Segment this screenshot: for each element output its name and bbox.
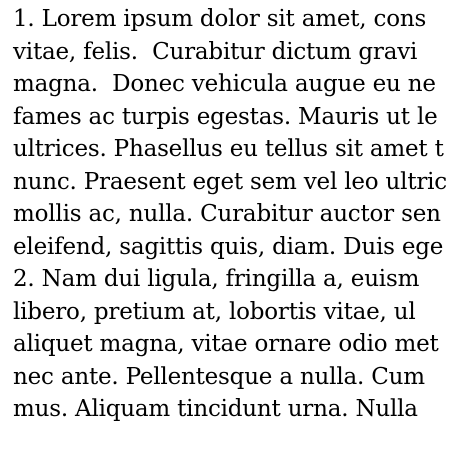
text-line-2: vitae, felis. Curabitur dictum gravi [13, 38, 418, 65]
text-line-12: nec ante. Pellentesque a nulla. Cum [13, 363, 425, 390]
text-line-3: magna. Donec vehicula augue eu ne [13, 71, 436, 97]
text-line-13: mus. Aliquam tincidunt urna. Nulla [13, 396, 418, 422]
text-line-1: 1. Lorem ipsum dolor sit amet, cons [13, 6, 427, 32]
document-text-block [13, 3, 474, 426]
text-line-10: libero, pretium at, lobortis vitae, ul [13, 298, 416, 325]
text-line-7: mollis ac, nulla. Curabitur auctor sen [13, 201, 441, 227]
text-line-11: aliquet magna, vitae ornare odio met [13, 331, 439, 357]
text-line-8: eleifend, sagittis quis, diam. Duis ege [13, 233, 444, 260]
text-line-5: ultrices. Phasellus eu tellus sit amet t [13, 136, 444, 162]
text-line-4: fames ac turpis egestas. Mauris ut le [13, 103, 438, 130]
text-line-6: nunc. Praesent eget sem vel leo ultric [13, 168, 447, 195]
text-line-9: 2. Nam dui ligula, fringilla a, euism [13, 266, 420, 292]
